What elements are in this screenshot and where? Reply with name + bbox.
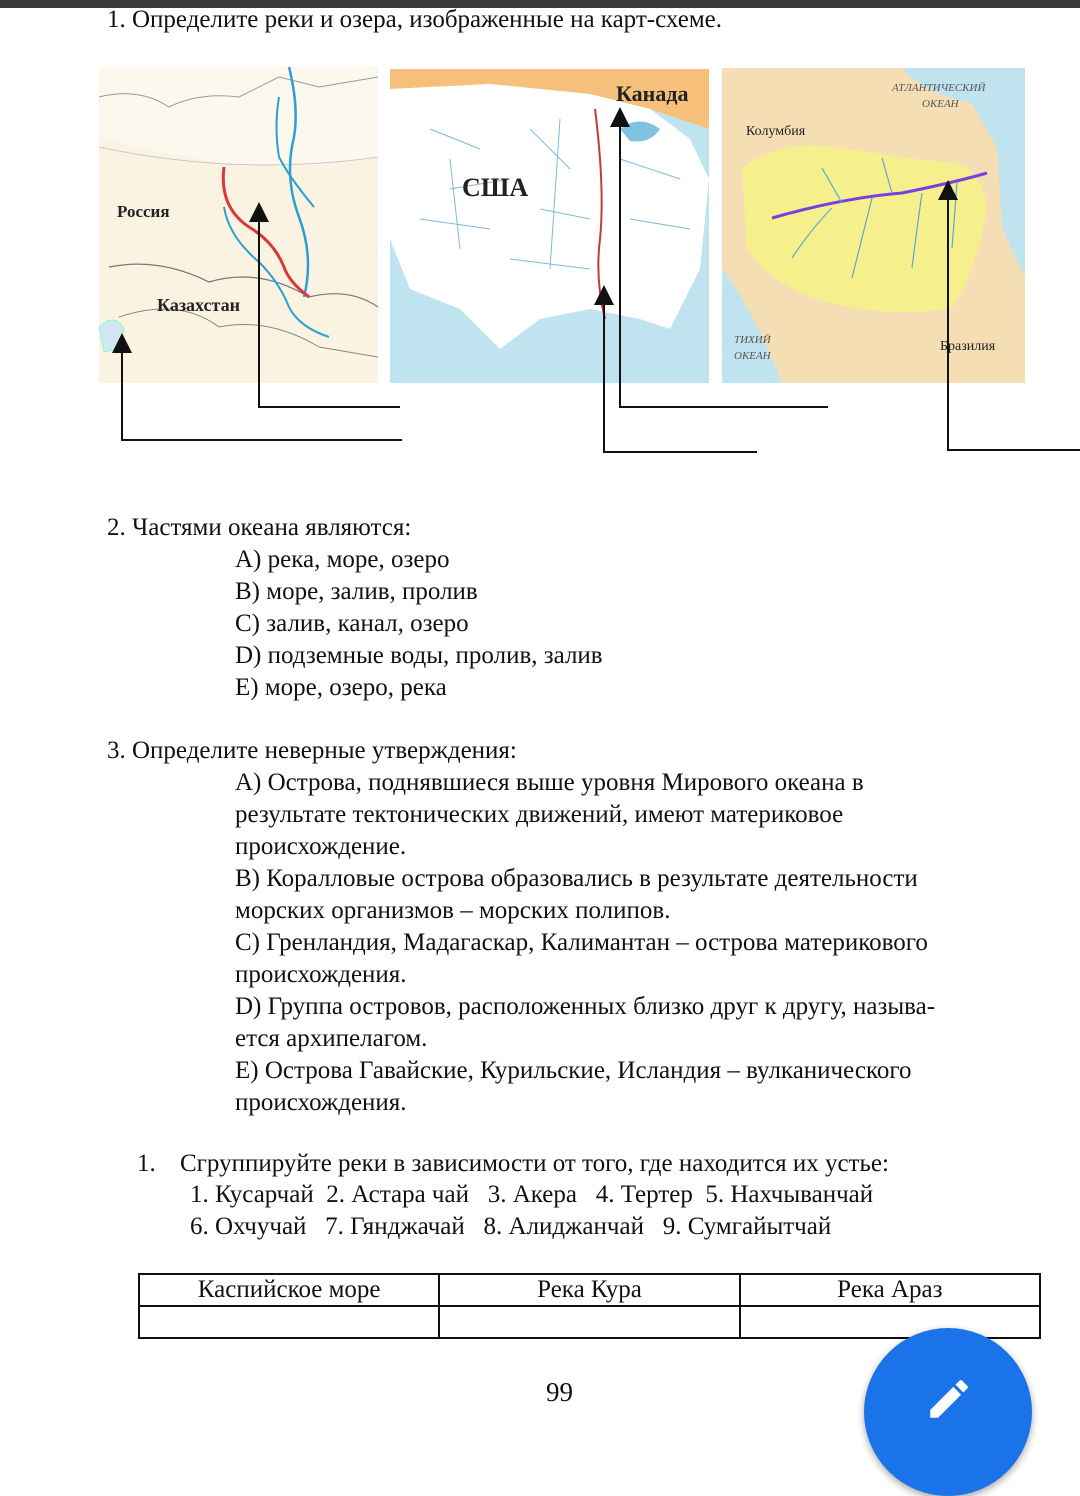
q3-line: происхождение. xyxy=(235,833,407,860)
edit-fab-button[interactable] xyxy=(864,1328,1032,1496)
label-pacific-1: ТИХИЙ xyxy=(734,334,771,346)
q2-option-e: E) море, озеро, река xyxy=(235,674,447,701)
question-4-number: 1. xyxy=(137,1150,156,1177)
table-header-row xyxy=(139,1274,1040,1306)
label-brazil: Бразилия xyxy=(940,339,996,354)
rivers-list-line-2: 6. Охчучай 7. Гянджачай 8. Алиджанчай 9. Сумгайытчай xyxy=(190,1213,832,1240)
q2-option-c: C) залив, канал, озеро xyxy=(235,610,469,637)
table-header-kura: Река Кура xyxy=(439,1274,739,1306)
q2-option-a: A) река, море, озеро xyxy=(235,546,450,573)
question-3-title: 3. Определите неверные утверждения: xyxy=(107,737,517,764)
table-header-araz: Река Араз xyxy=(740,1274,1040,1306)
label-colombia: Колумбия xyxy=(746,124,806,139)
question-1-title: 1. Определите реки и озера, изображенные на карт-схеме. xyxy=(107,6,722,33)
q3-line: морских организмов – морских полипов. xyxy=(235,897,671,924)
pencil-icon xyxy=(924,1374,974,1424)
answer-pointers xyxy=(0,0,1080,470)
table-row xyxy=(139,1306,1040,1338)
q2-option-b: B) море, залив, пролив xyxy=(235,578,478,605)
q3-line: происхождения. xyxy=(235,1089,407,1116)
q3-line: C) Гренландия, Мадагаскар, Калимантан – острова материкового xyxy=(235,929,928,956)
question-2-title: 2. Частями океана являются: xyxy=(107,514,412,541)
q3-line: ется архипелагом. xyxy=(235,1025,428,1052)
table-cell-araz[interactable] xyxy=(740,1306,1040,1338)
q3-line: D) Группа островов, расположенных близко друг к другу, называ- xyxy=(235,993,936,1020)
q3-line: происхождения. xyxy=(235,961,407,988)
q3-line: B) Коралловые острова образовались в результате деятельности xyxy=(235,865,918,892)
page-number: 99 xyxy=(546,1377,573,1407)
rivers-list-line-1: 1. Кусарчай 2. Астара чай 3. Акера 4. Тертер 5. Нахчыванчай xyxy=(190,1181,874,1208)
table-header-caspian: Каспийское море xyxy=(139,1274,439,1306)
label-atlantic-2: ОКЕАН xyxy=(922,98,959,110)
river-grouping-table xyxy=(138,1273,1041,1339)
label-kazakhstan: Казахстан xyxy=(157,295,240,315)
label-usa: США xyxy=(462,173,529,202)
label-atlantic-1: АТЛАНТИЧЕСКИЙ xyxy=(892,82,986,94)
label-pacific-2: ОКЕАН xyxy=(734,350,771,362)
q3-line: E) Острова Гавайские, Курильские, Исландия – вулканического xyxy=(235,1057,912,1084)
table-cell-caspian[interactable] xyxy=(139,1306,439,1338)
label-canada: Канада xyxy=(616,81,689,106)
q3-line: результате тектонических движений, имеют материковое xyxy=(235,801,844,828)
table-cell-kura[interactable] xyxy=(439,1306,739,1338)
q3-line: A) Острова, поднявшиеся выше уровня Мирового океана в xyxy=(235,769,864,796)
question-4-title: Сгруппируйте реки в зависимости от того, где находится их устье: xyxy=(180,1150,889,1177)
q2-option-d: D) подземные воды, пролив, залив xyxy=(235,642,603,669)
label-russia: Россия xyxy=(117,202,170,221)
